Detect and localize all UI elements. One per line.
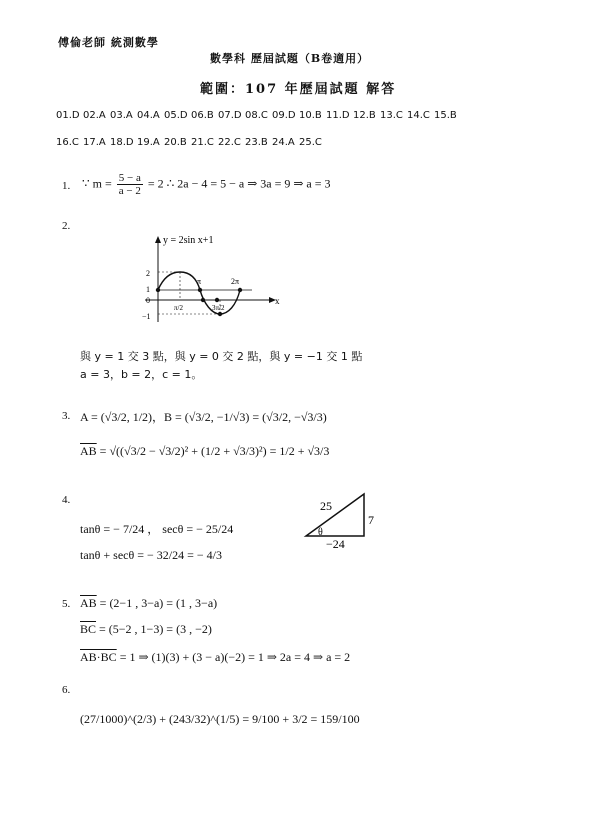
answer-item: 24.A <box>272 137 295 148</box>
intersection-point <box>198 288 202 292</box>
triangle-opposite: 7 <box>368 513 374 527</box>
answer-item: 20.B <box>164 137 187 148</box>
answer-item: 16.C <box>56 137 79 148</box>
answer-item: 09.D <box>272 110 296 121</box>
answer-item: 03.A <box>110 110 133 121</box>
y-tick-0: 0 <box>146 296 150 305</box>
triangle-angle: θ <box>318 527 323 538</box>
triangle-adjacent: −24 <box>326 537 345 550</box>
y-tick-neg1: −1 <box>142 312 151 321</box>
q6-number: 6. <box>62 684 71 696</box>
q1-solution <box>82 172 331 197</box>
answer-item: 23.B <box>245 137 268 148</box>
intersection-point <box>218 312 222 316</box>
q1-text-b: = 2 ∴ 2a − 4 = 5 − a ⇒ 3a = 9 ⇒ a = 3 <box>147 176 331 191</box>
answer-item: 04.A <box>137 110 160 121</box>
x-tick-3pi-half: 3π/2 <box>212 304 225 312</box>
q1-fraction <box>117 172 143 197</box>
vector-ab-label: $\overline{AB}$ <box>80 596 97 610</box>
intersection-point <box>156 288 160 292</box>
intersection-point <box>238 288 242 292</box>
answer-item: 22.C <box>218 137 241 148</box>
q4-number: 4. <box>62 494 71 506</box>
answer-item: 12.B <box>353 110 376 121</box>
vector-bc-label: $\overline{BC}$ <box>80 622 97 636</box>
x-tick-pi: π <box>197 277 202 286</box>
answer-item: 15.B <box>434 110 457 121</box>
answer-item: 06.B <box>191 110 214 121</box>
x-tick-2pi: 2π <box>231 277 240 286</box>
subject-subtitle: 數學科 歷屆試題（B卷適用） <box>210 52 370 65</box>
answer-item: 11.D <box>326 110 350 121</box>
page-title: 範圍：107 年歷屆試題 解答 <box>200 82 397 97</box>
q5-line2-expr: = (5−2 , 1−3) = (3 , −2) <box>96 622 212 636</box>
q5-line1-expr: = (2−1 , 3−a) = (1 , 3−a) <box>96 596 218 610</box>
q3-line2 <box>80 444 329 459</box>
q4-line2: tanθ + secθ = − 32/24 = − 4/3 <box>80 548 222 562</box>
answer-item: 13.C <box>380 110 403 121</box>
intersection-point <box>215 298 219 302</box>
answer-item: 18.D <box>110 137 134 148</box>
x-tick-pi-half: π/2 <box>174 304 183 312</box>
answer-item: 05.D <box>164 110 188 121</box>
answer-item: 19.A <box>137 137 160 148</box>
q6-expression: (27/1000)^(2/3) + (243/32)^(1/5) = 9/100 + 3/2 = 159/100 <box>80 712 360 726</box>
answer-item: 25.C <box>299 137 322 148</box>
q5-line3 <box>80 650 350 665</box>
q2-number: 2. <box>62 220 71 232</box>
q1-numerator: 5 − a <box>118 172 141 184</box>
q3-number: 3. <box>62 410 71 422</box>
dot-product-label: AB·BC <box>80 650 117 664</box>
q3-line1: A = (√3/2, 1/2)，B = (√3/2, −1/√3) = (√3/2, −√3/3) <box>80 410 327 424</box>
q1-number: 1. <box>62 180 71 192</box>
right-triangle <box>300 490 390 550</box>
answer-item: 07.D <box>218 110 242 121</box>
y-tick-1: 1 <box>146 285 150 294</box>
author-header: 傅倫老師 統測數學 <box>58 36 159 49</box>
answer-item: 17.A <box>83 137 106 148</box>
answer-item: 14.C <box>407 110 430 121</box>
answer-item: 01.D <box>56 110 80 121</box>
sine-graph <box>140 232 280 327</box>
answer-item: 02.A <box>83 110 106 121</box>
q1-denominator: a − 2 <box>118 185 141 197</box>
q2-line1: 與 y = 1 交 3 點，與 y = 0 交 2 點，與 y = −1 交 1 點 <box>80 350 363 363</box>
answer-item: 21.C <box>191 137 214 148</box>
intersection-point <box>201 298 205 302</box>
answer-item: 08.C <box>245 110 268 121</box>
q5-number: 5. <box>62 598 71 610</box>
q5-line1 <box>80 596 217 611</box>
y-axis-arrow <box>155 236 161 243</box>
answer-item: 10.B <box>299 110 322 121</box>
graph-title: y = 2sin x+1 <box>163 235 214 246</box>
triangle-hypotenuse: 25 <box>320 499 332 513</box>
y-tick-2: 2 <box>146 269 150 278</box>
q4-line1: tanθ = − 7/24 ， secθ = − 25/24 <box>80 522 234 536</box>
triangle-shape <box>306 494 364 536</box>
q5-line2 <box>80 622 212 637</box>
q5-line3-expr: = 1 ⇒ (1)(3) + (3 − a)(−2) = 1 ⇒ 2a = 4 ⇒ a = 2 <box>116 650 351 664</box>
q1-text-a: ∵ m = <box>82 176 112 191</box>
vector-ab-label: $\overline{AB}$ <box>80 444 97 458</box>
q3-line2-expr: = √((√3/2 − √3/2)² + (1/2 + √3/3)²) = 1/2 + √3/3 <box>96 444 330 458</box>
q2-line2: a = 3，b = 2，c = 1。 <box>80 368 203 381</box>
x-axis-label: x <box>275 296 280 306</box>
